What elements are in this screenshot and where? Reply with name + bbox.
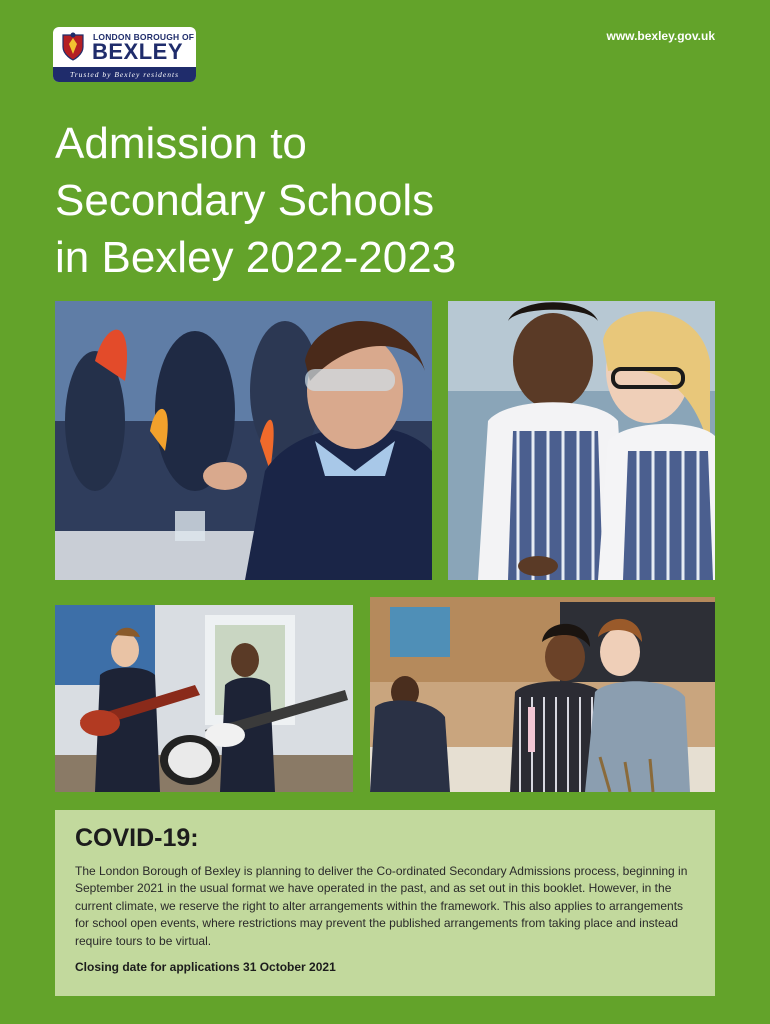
covid-body: The London Borough of Bexley is planning to deliver the Co-ordinated Secondary Admissions process, beginning in September 2021 in the usual format we have operated in the past, and as set out in this booklet. However, in the current climate, we reserve the right to alter arrangements within the framework. This also applies to arrangements for school open events, where restrictions may prevent the published arrangements from taking place and instead require tours to be virtual. bbox=[75, 864, 688, 948]
photo-music-class bbox=[55, 605, 353, 792]
bexley-crest-icon bbox=[59, 32, 87, 62]
title-line-3: in Bexley 2022-2023 bbox=[55, 233, 457, 282]
logo-small-text: LONDON BOROUGH OF bbox=[93, 32, 195, 42]
closing-date: Closing date for applications 31 October 2021 bbox=[75, 960, 336, 975]
website-link[interactable]: www.bexley.gov.uk bbox=[606, 29, 715, 43]
title-line-1: Admission to bbox=[55, 119, 307, 168]
title-line-2: Secondary Schools bbox=[55, 176, 435, 225]
photo-teacher-student bbox=[370, 597, 715, 792]
bexley-logo[interactable] bbox=[53, 27, 196, 82]
covid-heading: COVID-19: bbox=[75, 824, 199, 852]
covid-notice bbox=[55, 810, 715, 996]
photo-science-lab bbox=[55, 301, 432, 580]
logo-name: BEXLEY bbox=[92, 39, 184, 64]
page-title bbox=[55, 115, 456, 286]
logo-tagline: Trusted by Bexley residents bbox=[53, 67, 196, 82]
photo-cooking-class bbox=[448, 301, 715, 580]
